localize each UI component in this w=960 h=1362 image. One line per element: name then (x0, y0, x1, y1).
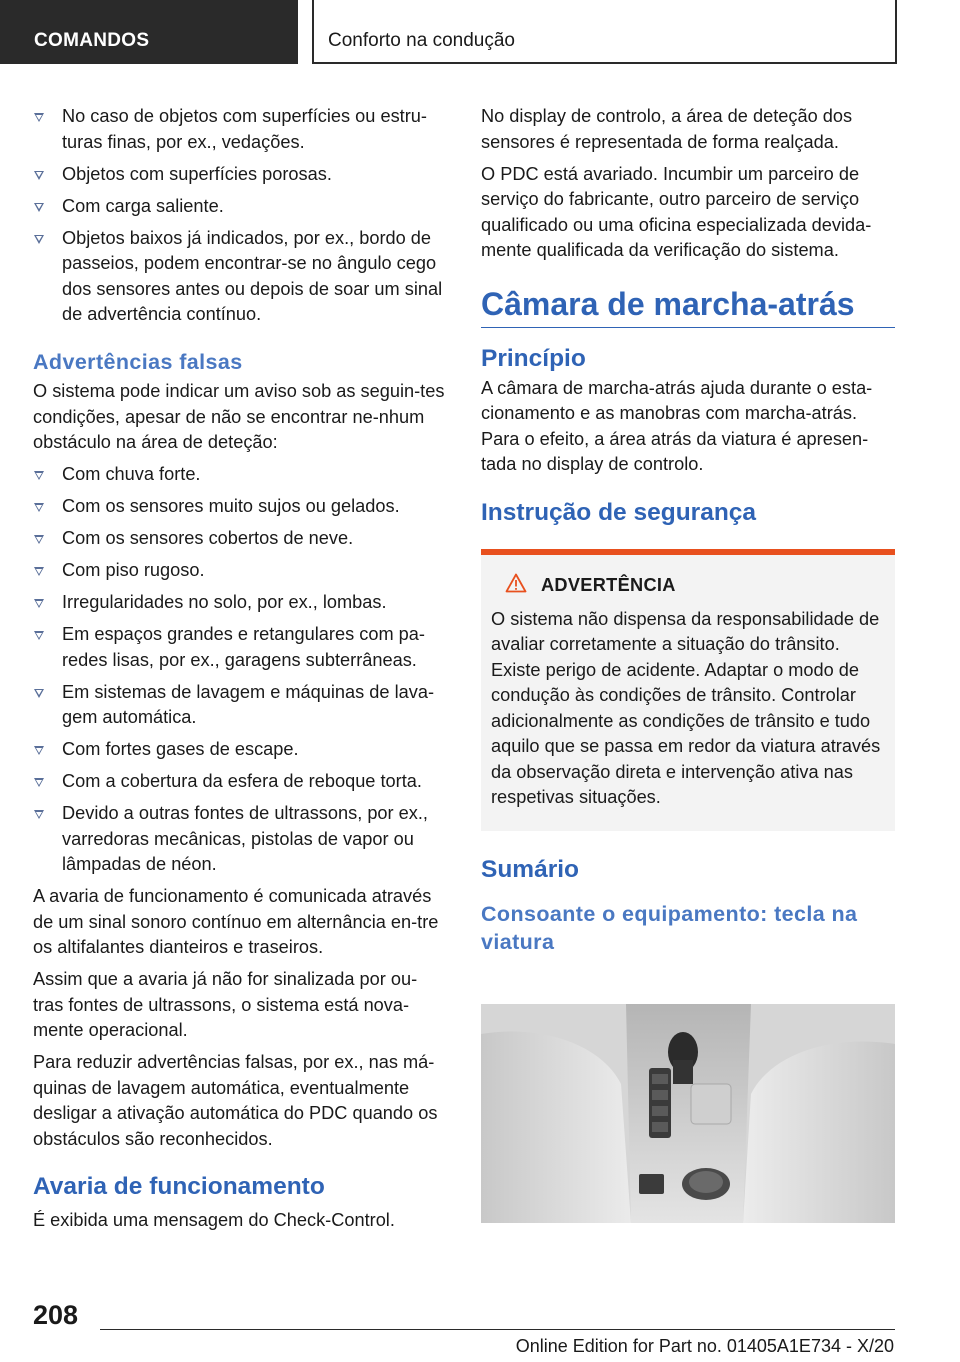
list-item: Em sistemas de lavagem e máquinas de lava‐gem automática. (33, 680, 447, 731)
list-item: Objetos baixos já indicados, por ex., bordo de passeios, podem encontrar-se no ângulo cego dos sensores antes ou depois de soar um sinal de advertência contínuo. (33, 226, 447, 328)
chapter-tab (312, 0, 897, 64)
camera-heading: Câmara de marcha-atrás (481, 292, 895, 329)
page-header (0, 0, 895, 64)
bullet-triangle-icon (34, 599, 44, 608)
paragraph: A avaria de funcionamento é comunicada através de um sinal sonoro contínuo em alternância en‐tre os altifalantes dianteiros e traseiros. (33, 886, 439, 957)
bullet-triangle-icon (34, 567, 44, 576)
safety-heading: Instrução de segurança (481, 498, 757, 526)
list-item: Irregularidades no solo, por ex., lombas. (33, 590, 447, 616)
bullet-triangle-icon (34, 689, 44, 698)
bullet-triangle-icon (34, 471, 44, 480)
malfunction-heading: Avaria de funcionamento (33, 1173, 325, 1200)
footer-divider (100, 1329, 895, 1330)
list-item: Com carga saliente. (33, 194, 447, 220)
list-item: No caso de objetos com superfícies ou estru‐turas finas, por ex., vedações. (33, 104, 447, 155)
page-number: 208 (33, 1300, 79, 1330)
paragraph: Assim que a avaria já não for sinalizada por ou‐tras fontes de ultrassons, o sistema está nova‐mente operacional. (33, 969, 418, 1040)
bullet-triangle-icon (34, 203, 44, 212)
principle-text: A câmara de marcha-atrás ajuda durante o esta‐cionamento e as manobras com marcha-atrás. Para o efeito, a área atrás da viatura é apresen‐tada no display de controlo. (481, 377, 873, 474)
equipment-heading: Consoante o equipamento: tecla na viatura (481, 902, 858, 954)
right-column (481, 104, 895, 960)
paragraph: No display de controlo, a área de deteção dos sensores é representada de forma realçada. (481, 106, 853, 152)
principle-heading: Princípio (481, 345, 586, 372)
bullet-triangle-icon (34, 778, 44, 787)
false-warnings-heading: Advertências falsas (33, 349, 243, 374)
edition-footer: Online Edition for Part no. 01405A1E734 - X/20 (515, 1336, 894, 1356)
bullet-triangle-icon (34, 746, 44, 755)
list-item: Devido a outras fontes de ultrassons, por ex., varredoras mecânicas, pistolas de vapor ou lâmpadas de néon. (33, 801, 447, 878)
left-column (33, 104, 447, 1240)
paragraph: O PDC está avariado. Incumbir um parceiro de serviço do fabricante, outro parceiro de serviço qualificado ou uma oficina especializada devida‐mente qualificada da verificação do sistema. (481, 163, 872, 260)
bullet-triangle-icon (34, 503, 44, 512)
list-item: Com a cobertura da esfera de reboque torta. (33, 769, 447, 795)
false-warnings-intro: O sistema pode indicar um aviso sob as seguin‐tes condições, apesar de não se encontrar ne‐nhum obstáculo na área de deteção: (33, 381, 445, 452)
bullet-triangle-icon (34, 113, 44, 122)
bullet-list-conditions (33, 462, 447, 878)
console-illustration (481, 1004, 895, 1223)
list-item: Em espaços grandes e retangulares com pa‐redes lisas, por ex., garagens subterrâneas. (33, 622, 447, 673)
bullet-triangle-icon (34, 171, 44, 180)
list-item: Com os sensores muito sujos ou gelados. (33, 494, 447, 520)
chapter-title: Conforto na condução (328, 30, 515, 51)
list-item: Com piso rugoso. (33, 558, 447, 584)
bullet-triangle-icon (34, 535, 44, 544)
center-console-photo (481, 1004, 895, 1223)
bullet-list-objects (33, 104, 447, 328)
list-item: Com chuva forte. (33, 462, 447, 488)
bullet-triangle-icon (34, 631, 44, 640)
warning-title: ADVERTÊNCIA (491, 573, 885, 599)
warning-box (481, 549, 895, 831)
paragraph: Para reduzir advertências falsas, por ex., nas má‐quinas de lavagem automática, eventualmente desligar a ativação automática do PDC quando os obstáculos são reconhecidos. (33, 1052, 438, 1149)
list-item: Objetos com superfícies porosas. (33, 162, 447, 188)
list-item: Com fortes gases de escape. (33, 737, 447, 763)
warning-triangle-icon (505, 573, 527, 593)
section-title: COMANDOS (34, 30, 150, 51)
summary-heading: Sumário (481, 855, 580, 883)
section-tab (0, 0, 298, 64)
malfunction-text: É exibida uma mensagem do Check-Control. (33, 1209, 395, 1230)
list-item: Com os sensores cobertos de neve. (33, 526, 447, 552)
bullet-triangle-icon (34, 810, 44, 819)
warning-text: O sistema não dispensa da responsabilidade de avaliar corretamente a situação do trânsito. Existe perigo de acidente. Adaptar o modo de condução às condições de trânsito. Controlar adicionalmente as condições de trânsito e tudo aquilo que se passa em redor da viatura através da observação direta e intervenção ativa nas respetivas situações. (491, 608, 881, 807)
bullet-triangle-icon (34, 235, 44, 244)
